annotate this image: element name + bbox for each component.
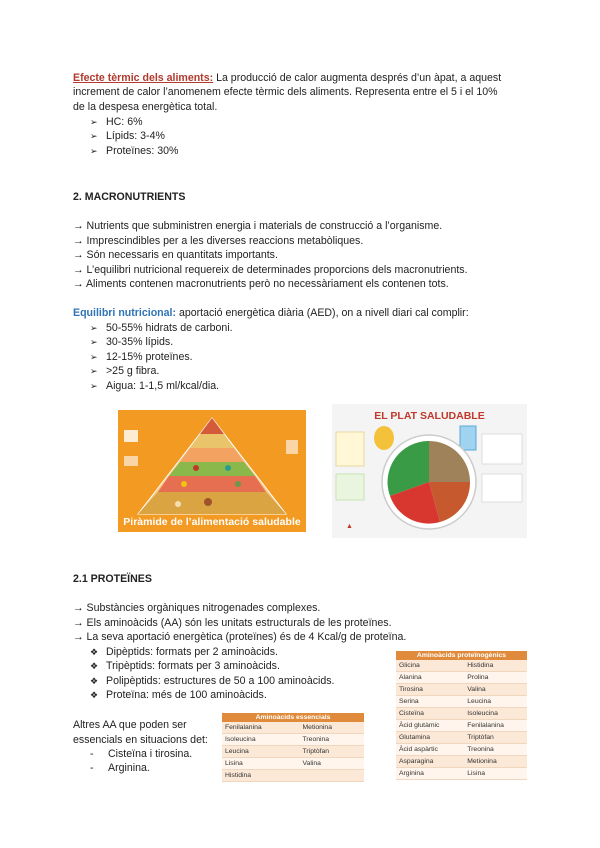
- arrow-bullet-icon: ➢: [90, 323, 98, 333]
- other-aa-list: [90, 747, 192, 776]
- peptide-types-list: [90, 645, 335, 703]
- list-item: → Són necessaris en quantitats importants.: [73, 249, 278, 262]
- table-row: Glicina Histidina: [396, 660, 527, 672]
- equilibri-list: [90, 321, 233, 393]
- plate-title: EL PLAT SALUDABLE: [374, 410, 485, 422]
- list-item: ❖ Proteïna: més de 100 aminoàcids.: [90, 689, 267, 702]
- table-row: Fenilalanina Metionina: [222, 722, 364, 734]
- table-row: Serina Leucina: [396, 696, 527, 708]
- diamond-bullet-icon: ❖: [90, 647, 99, 657]
- list-item: ➢ 30-35% lípids.: [90, 336, 174, 349]
- list-item: ➢ Aigua: 1-1,5 ml/kcal/dia.: [90, 379, 220, 392]
- list-item: ➢ Proteïnes: 30%: [90, 144, 179, 157]
- table-row: Glutamina Triptòfan: [396, 732, 527, 744]
- thermic-paragraph: [73, 71, 533, 114]
- essential-amino-acids-table: [222, 713, 364, 782]
- food-pyramid-image: [118, 410, 306, 532]
- list-item: → Els aminoàcids (AA) són les unitats estructurals de les proteïnes.: [73, 616, 392, 629]
- arrow-bullet-icon: ➢: [90, 145, 98, 156]
- section-heading-proteins: 2.1 PROTEÏNES: [73, 573, 152, 585]
- list-item: → La seva aportació energètica (proteïnes) és de 4 Kcal/g de proteïna.: [73, 631, 407, 644]
- list-item: → Aliments contenen macronutrients però no necessàriament els contenen tots.: [73, 278, 449, 291]
- table-row: Leucina Triptòfan: [222, 746, 364, 758]
- thermic-line-1: Efecte tèrmic dels aliments: La producció de calor augmenta després d’un àpat, a aquest: [73, 72, 502, 84]
- arrow-bullet-icon: ➢: [90, 117, 98, 127]
- diamond-bullet-icon: ❖: [90, 675, 99, 686]
- thermic-line-3: de la despesa energètica total.: [73, 100, 218, 113]
- list-item: ➢ HC: 6%: [90, 116, 143, 128]
- table-row: Àcid glutàmic Fenilalanina: [396, 720, 527, 732]
- section-heading-macronutrients: 2. MACRONUTRIENTS: [73, 191, 186, 203]
- table-row: Cisteïna Isoleucina: [396, 708, 527, 720]
- macro-lines: [73, 219, 468, 292]
- table-title: Aminoàcids proteïnogènics: [396, 651, 527, 660]
- diamond-bullet-icon: ❖: [90, 690, 99, 701]
- equilibri-title: Equilibri nutricional:: [73, 307, 176, 319]
- equilibri-line: Equilibri nutricional: aportació energètica diària (AED), on a nivell diari cal complir:: [73, 307, 469, 319]
- list-item: ➢ Lípids: 3-4%: [90, 130, 165, 143]
- list-item: → Substàncies orgàniques nitrogenades complexes.: [73, 602, 321, 614]
- list-item: → Imprescindibles per a les diverses reaccions metabòliques.: [73, 234, 364, 247]
- table-row: Histidina: [222, 770, 364, 782]
- pyramid-illustration: [118, 410, 306, 532]
- list-item: ❖ Polipèptids: estructures de 50 a 100 aminoàcids.: [90, 674, 335, 687]
- arrow-bullet-icon: ➢: [90, 131, 98, 142]
- list-item: ❖ Dipèptids: formats per 2 aminoàcids.: [90, 646, 278, 658]
- thermic-line-2: increment de calor l’anomenem efecte tèrmic dels aliments. Representa entre el 5 i el 10%: [73, 86, 498, 99]
- table-row: Àcid aspàrtic Treonina: [396, 744, 527, 756]
- list-item: - Cisteïna i tirosina.: [90, 748, 193, 760]
- table-row: Isoleucina Treonina: [222, 734, 364, 746]
- arrow-bullet-icon: ➢: [90, 351, 98, 362]
- table-row: Tirosina Valina: [396, 684, 527, 696]
- list-item: ➢ 50-55% hidrats de carboni.: [90, 322, 233, 334]
- arrow-bullet-icon: ➢: [90, 337, 98, 348]
- table-title: Aminoàcids essencials: [222, 713, 364, 722]
- healthy-plate-image: [332, 404, 527, 538]
- protein-lines: [73, 601, 406, 645]
- table-row: Arginina Lisina: [396, 768, 527, 780]
- pyramid-caption: Piràmide de l’alimentació saludable: [123, 516, 301, 528]
- list-item: → Nutrients que subministren energia i materials de construcció a l’organisme.: [73, 220, 443, 232]
- other-aa-text: Altres AA que poden ser essencials en situacions det:: [73, 719, 208, 746]
- list-item: - Arginina.: [90, 762, 150, 775]
- proteinogenic-amino-acids-table: [396, 651, 527, 780]
- svg-text:▲: ▲: [346, 523, 353, 530]
- list-item: → L’equilibri nutricional requereix de determinades proporcions dels macronutrients.: [73, 263, 468, 276]
- list-item: ➢ 12-15% proteïnes.: [90, 350, 193, 363]
- thermic-title: Efecte tèrmic dels aliments:: [73, 72, 214, 84]
- list-item: ❖ Tripèptids: formats per 3 aminoàcids.: [90, 660, 280, 673]
- table-row: Asparagina Metionina: [396, 756, 527, 768]
- arrow-bullet-icon: ➢: [90, 380, 98, 391]
- table-row: Alanina Prolina: [396, 672, 527, 684]
- table-row: Lisina Valina: [222, 758, 364, 770]
- thermic-list: [90, 115, 178, 158]
- arrow-bullet-icon: ➢: [90, 366, 98, 377]
- list-item: ➢ >25 g fibra.: [90, 365, 160, 378]
- diamond-bullet-icon: ❖: [90, 661, 99, 672]
- plate-illustration: [332, 404, 527, 538]
